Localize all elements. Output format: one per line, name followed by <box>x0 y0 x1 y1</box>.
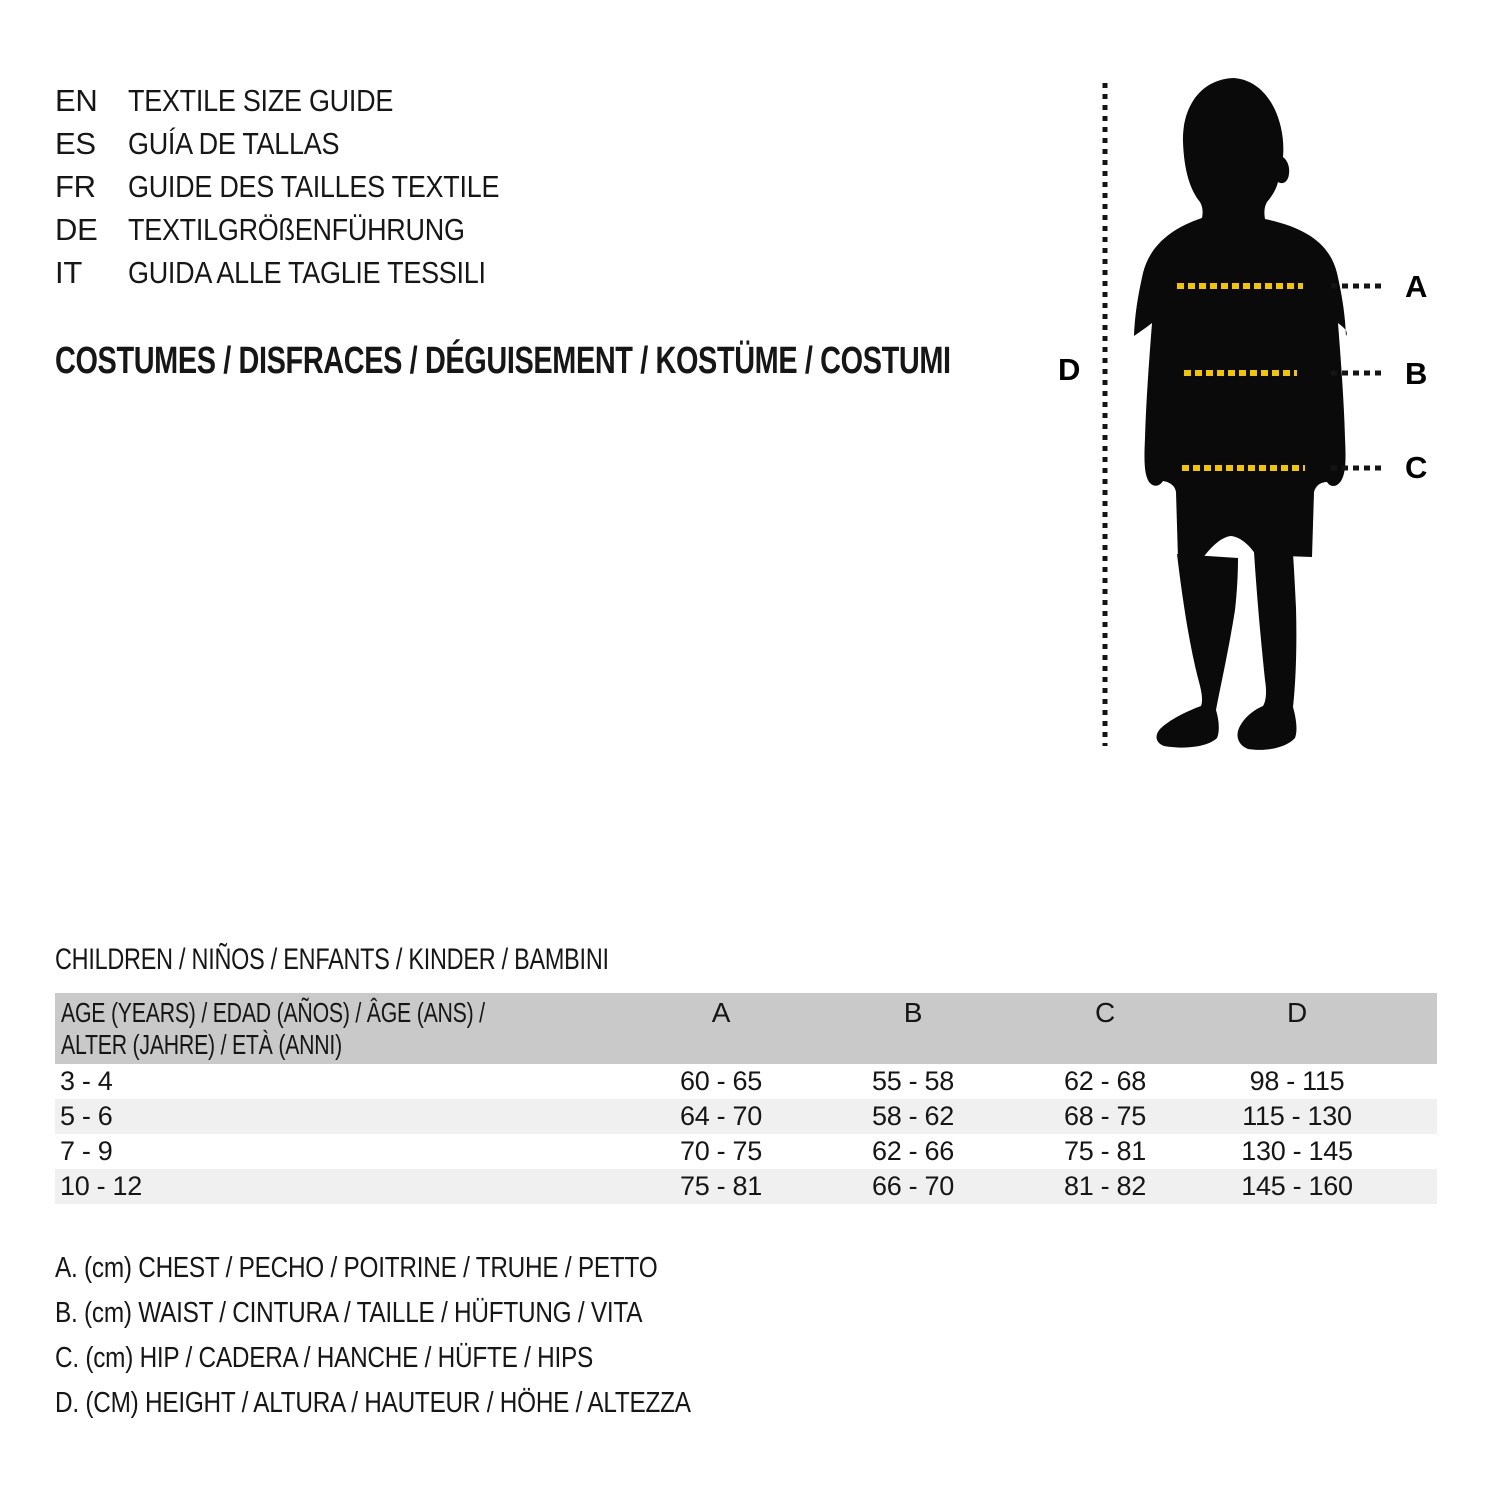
legend-line-hip: C. (cm) HIP / CADERA / HANCHE / HÜFTE / HIPS <box>55 1342 593 1374</box>
language-code: FR <box>55 169 96 204</box>
language-title: GUIDE DES TAILLES TEXTILE <box>128 169 500 204</box>
table-header-row <box>55 993 1437 1064</box>
language-row <box>55 208 555 251</box>
language-row <box>55 165 555 208</box>
column-header-d: D <box>1287 997 1307 1028</box>
chest-cell: 64 - 70 <box>680 1101 762 1131</box>
height-cell: 98 - 115 <box>1249 1066 1345 1096</box>
chest-cell: 70 - 75 <box>680 1136 762 1166</box>
section-title-children: CHILDREN / NIÑOS / ENFANTS / KINDER / BAMBINI <box>55 943 609 976</box>
language-title: GUÍA DE TALLAS <box>128 126 340 161</box>
language-code: ES <box>55 126 96 161</box>
table-row <box>55 1169 1437 1204</box>
column-header-c: C <box>1095 997 1115 1028</box>
table-row <box>55 1134 1437 1169</box>
hip-cell: 81 - 82 <box>1064 1171 1146 1201</box>
language-row <box>55 79 555 122</box>
age-cell: 5 - 6 <box>60 1101 113 1131</box>
hip-cell: 62 - 68 <box>1064 1066 1146 1096</box>
silhouette-body <box>1134 78 1347 559</box>
language-row <box>55 122 555 165</box>
language-title: TEXTILGRÖßENFÜHRUNG <box>128 212 465 247</box>
column-header-a: A <box>711 997 731 1028</box>
chest-cell: 75 - 81 <box>680 1171 762 1201</box>
language-row <box>55 251 555 294</box>
label-waist-b: B <box>1405 356 1428 391</box>
category-heading: COSTUMES / DISFRACES / DÉGUISEMENT / KOSTÜME / COSTUMI <box>55 340 951 382</box>
legend-line-chest: A. (cm) CHEST / PECHO / POITRINE / TRUHE / PETTO <box>55 1252 658 1284</box>
age-cell: 7 - 9 <box>60 1136 113 1166</box>
chest-cell: 60 - 65 <box>680 1066 762 1096</box>
hip-cell: 75 - 81 <box>1064 1136 1146 1166</box>
age-column-header: AGE (YEARS) / EDAD (AÑOS) / ÂGE (ANS) / ALTER (JAHRE) / ETÀ (ANNI) <box>61 997 485 1060</box>
table-row <box>55 1064 1437 1099</box>
height-cell: 115 - 130 <box>1242 1101 1352 1131</box>
child-silhouette-icon <box>1134 78 1347 750</box>
measurement-legend <box>55 1246 812 1426</box>
height-cell: 145 - 160 <box>1241 1171 1353 1201</box>
language-code: IT <box>55 255 82 290</box>
language-code: DE <box>55 212 98 247</box>
column-header-b: B <box>903 997 923 1028</box>
age-cell: 10 - 12 <box>60 1171 142 1201</box>
measurement-figure <box>1050 70 1500 760</box>
language-title: GUIDA ALLE TAGLIE TESSILI <box>128 255 486 290</box>
waist-cell: 62 - 66 <box>872 1136 954 1166</box>
label-height-d: D <box>1058 352 1081 387</box>
label-hip-c: C <box>1405 450 1428 485</box>
legend-line-waist: B. (cm) WAIST / CINTURA / TAILLE / HÜFTUNG / VITA <box>55 1297 643 1329</box>
language-code: EN <box>55 83 98 118</box>
waist-cell: 66 - 70 <box>872 1171 954 1201</box>
children-size-table <box>55 993 1437 1204</box>
label-chest-a: A <box>1405 269 1428 304</box>
silhouette-right-leg <box>1237 552 1296 750</box>
age-cell: 3 - 4 <box>60 1066 113 1096</box>
waist-cell: 58 - 62 <box>872 1101 954 1131</box>
language-title: TEXTILE SIZE GUIDE <box>128 83 394 118</box>
language-title-list <box>55 79 555 294</box>
hip-cell: 68 - 75 <box>1064 1101 1146 1131</box>
legend-line-height: D. (CM) HEIGHT / ALTURA / HAUTEUR / HÖHE / ALTEZZA <box>55 1387 691 1419</box>
table-row <box>55 1099 1437 1134</box>
silhouette-left-leg <box>1157 554 1238 748</box>
height-cell: 130 - 145 <box>1241 1136 1353 1166</box>
waist-cell: 55 - 58 <box>872 1066 954 1096</box>
